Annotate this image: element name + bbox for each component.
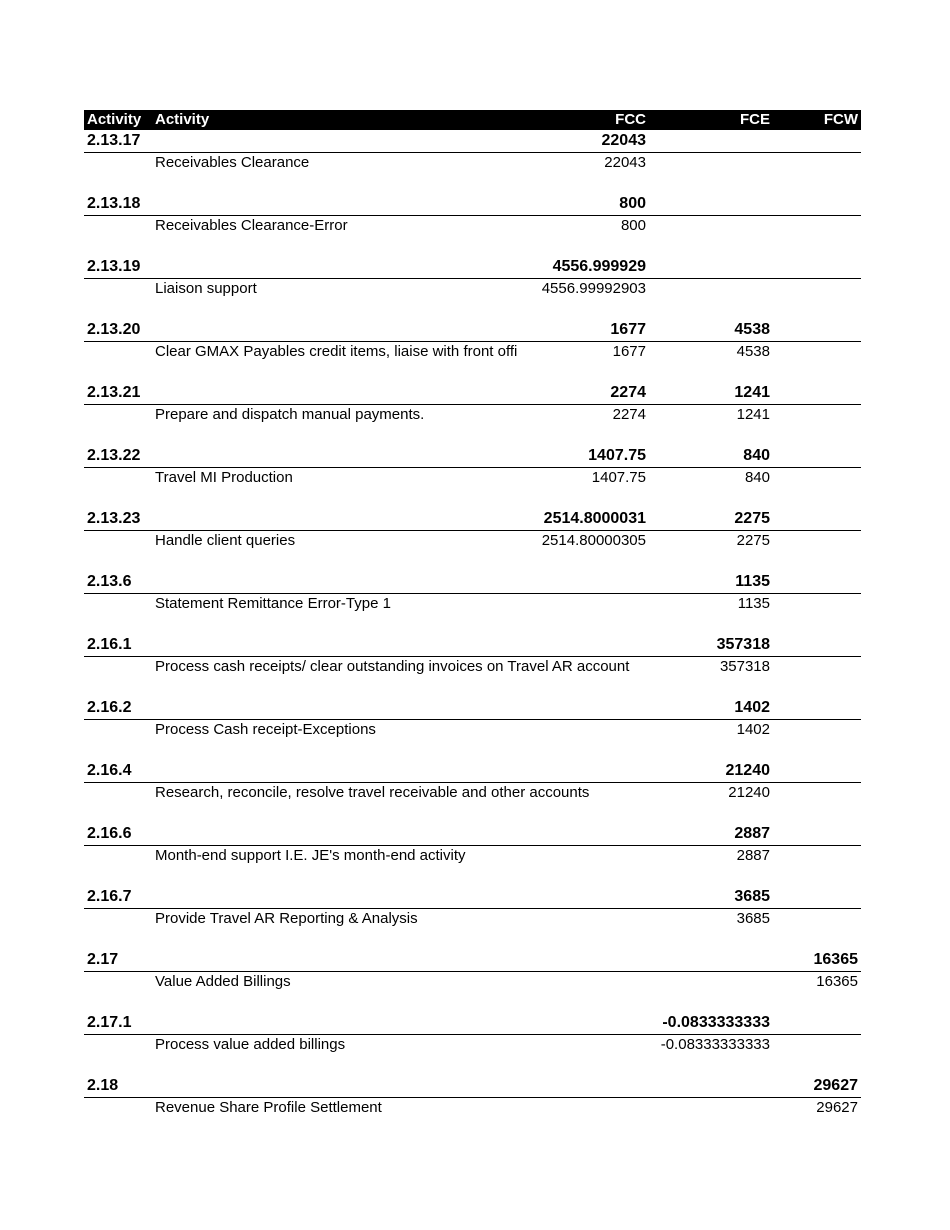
activity-group	[84, 1075, 861, 1138]
group-fce-total: 357318	[716, 636, 770, 653]
activity-group	[84, 886, 861, 949]
detail-fce-value: 1135	[737, 595, 770, 612]
detail-row	[84, 342, 861, 361]
group-total-row	[84, 256, 861, 279]
detail-fce-value: 357318	[719, 658, 770, 675]
activity-table	[84, 110, 861, 1138]
detail-row	[84, 153, 861, 172]
activity-group	[84, 697, 861, 760]
detail-fce-value: 2275	[736, 532, 770, 549]
activity-id: 2.17.1	[87, 1014, 132, 1031]
group-total-row	[84, 823, 861, 846]
group-total-row	[84, 445, 861, 468]
activity-id: 2.16.1	[87, 636, 132, 653]
activity-description: Liaison support	[155, 280, 257, 297]
detail-fcc-value: 2274	[612, 406, 646, 423]
activity-group	[84, 508, 861, 571]
activity-id: 2.13.20	[87, 321, 141, 338]
detail-fce-value: 1402	[736, 721, 770, 738]
activity-description: Statement Remittance Error-Type 1	[155, 595, 391, 612]
activity-group	[84, 130, 861, 193]
activity-id: 2.13.18	[87, 195, 141, 212]
activity-id: 2.13.21	[87, 384, 141, 401]
detail-fcc-value: 800	[620, 217, 646, 234]
group-fcc-total: 2514.8000031	[543, 510, 646, 527]
group-total-row	[84, 1012, 861, 1035]
group-fce-total: 1135	[735, 573, 770, 590]
table-body	[84, 130, 861, 1138]
activity-description: Handle client queries	[155, 532, 296, 549]
activity-id: 2.13.6	[87, 573, 132, 590]
group-fcw-total: 29627	[813, 1077, 858, 1094]
group-fce-total: 4538	[734, 321, 770, 338]
group-total-row	[84, 382, 861, 405]
detail-row	[84, 1098, 861, 1117]
detail-fce-value: 840	[744, 469, 770, 486]
detail-row	[84, 405, 861, 424]
detail-row	[84, 972, 861, 991]
detail-fcc-value: 1407.75	[591, 469, 646, 486]
group-total-row	[84, 949, 861, 972]
activity-description: Revenue Share Profile Settlement	[155, 1099, 382, 1116]
group-total-row	[84, 571, 861, 594]
table-header	[84, 110, 861, 130]
group-fce-total: 1241	[734, 384, 770, 401]
activity-id: 2.13.19	[87, 258, 141, 275]
detail-row	[84, 783, 861, 802]
group-fce-total: 2275	[734, 510, 770, 527]
activity-description: Travel MI Production	[155, 469, 293, 486]
group-total-row	[84, 1075, 861, 1098]
group-fcc-total: 1677	[610, 321, 646, 338]
detail-row	[84, 909, 861, 928]
activity-id: 2.16.7	[87, 888, 132, 905]
detail-fcc-value: 1677	[612, 343, 646, 360]
activity-id: 2.16.4	[87, 762, 132, 779]
detail-row	[84, 657, 861, 676]
header-activity-name: Activity	[155, 111, 210, 128]
header-fce: FCE	[740, 111, 770, 128]
group-fcc-total: 22043	[601, 132, 646, 149]
detail-fce-value: 4538	[736, 343, 770, 360]
activity-description: Process value added billings	[155, 1036, 346, 1053]
activity-id: 2.13.23	[87, 510, 141, 527]
detail-row	[84, 1035, 861, 1054]
activity-description: Receivables Clearance	[155, 154, 310, 171]
header-fcc: FCC	[615, 111, 646, 128]
activity-id: 2.16.6	[87, 825, 132, 842]
activity-description: Process Cash receipt-Exceptions	[155, 721, 376, 738]
detail-fcw-value: 16365	[816, 973, 858, 990]
activity-group	[84, 760, 861, 823]
group-fce-total: 2887	[734, 825, 770, 842]
detail-row	[84, 468, 861, 487]
group-fcc-total: 800	[619, 195, 646, 212]
detail-fcc-value: 4556.99992903	[541, 280, 646, 297]
activity-description: Provide Travel AR Reporting & Analysis	[155, 910, 418, 927]
detail-row	[84, 846, 861, 865]
activity-description: Month-end support I.E. JE's month-end activity	[155, 847, 466, 864]
activity-group	[84, 1012, 861, 1075]
activity-id: 2.13.17	[87, 132, 141, 149]
activity-group	[84, 949, 861, 1012]
activity-group	[84, 823, 861, 886]
group-fce-total: 21240	[725, 762, 770, 779]
activity-description: Clear GMAX Payables credit items, liaise with front offi	[155, 343, 518, 360]
header-fcw: FCW	[823, 111, 858, 128]
activity-group	[84, 571, 861, 634]
group-total-row	[84, 193, 861, 216]
activity-group	[84, 256, 861, 319]
activity-description: Prepare and dispatch manual payments.	[155, 406, 425, 423]
activity-group	[84, 193, 861, 256]
detail-fce-value: -0.08333333333	[660, 1036, 770, 1053]
activity-group	[84, 445, 861, 508]
detail-fce-value: 2887	[736, 847, 770, 864]
activity-description: Research, reconcile, resolve travel receivable and other accounts	[155, 784, 590, 801]
detail-fcc-value: 22043	[604, 154, 646, 171]
group-total-row	[84, 130, 861, 153]
group-fce-total: -0.0833333333	[662, 1014, 770, 1031]
detail-fce-value: 3685	[736, 910, 770, 927]
group-total-row	[84, 508, 861, 531]
group-fce-total: 3685	[734, 888, 770, 905]
detail-row	[84, 594, 861, 613]
group-total-row	[84, 886, 861, 909]
detail-row	[84, 279, 861, 298]
activity-id: 2.13.22	[87, 447, 141, 464]
group-fcc-total: 1407.75	[588, 447, 646, 464]
group-total-row	[84, 760, 861, 783]
detail-row	[84, 720, 861, 739]
activity-id: 2.17	[87, 951, 119, 968]
group-fcw-total: 16365	[813, 951, 858, 968]
detail-fcw-value: 29627	[816, 1099, 858, 1116]
group-total-row	[84, 697, 861, 720]
header-activity-id: Activity	[87, 111, 142, 128]
detail-fce-value: 1241	[736, 406, 770, 423]
group-fce-total: 840	[743, 447, 770, 464]
detail-fce-value: 21240	[728, 784, 770, 801]
detail-fcc-value: 2514.80000305	[541, 532, 646, 549]
activity-group	[84, 634, 861, 697]
group-fcc-total: 4556.999929	[552, 258, 646, 275]
group-fcc-total: 2274	[610, 384, 646, 401]
detail-row	[84, 216, 861, 235]
detail-row	[84, 531, 861, 550]
activity-id: 2.18	[87, 1077, 119, 1094]
activity-group	[84, 382, 861, 445]
activity-description: Receivables Clearance-Error	[155, 217, 348, 234]
activity-group	[84, 319, 861, 382]
group-total-row	[84, 319, 861, 342]
group-total-row	[84, 634, 861, 657]
activity-id: 2.16.2	[87, 699, 132, 716]
activity-description: Process cash receipts/ clear outstanding invoices on Travel AR account	[155, 658, 630, 675]
group-fce-total: 1402	[734, 699, 770, 716]
activity-description: Value Added Billings	[155, 973, 291, 990]
